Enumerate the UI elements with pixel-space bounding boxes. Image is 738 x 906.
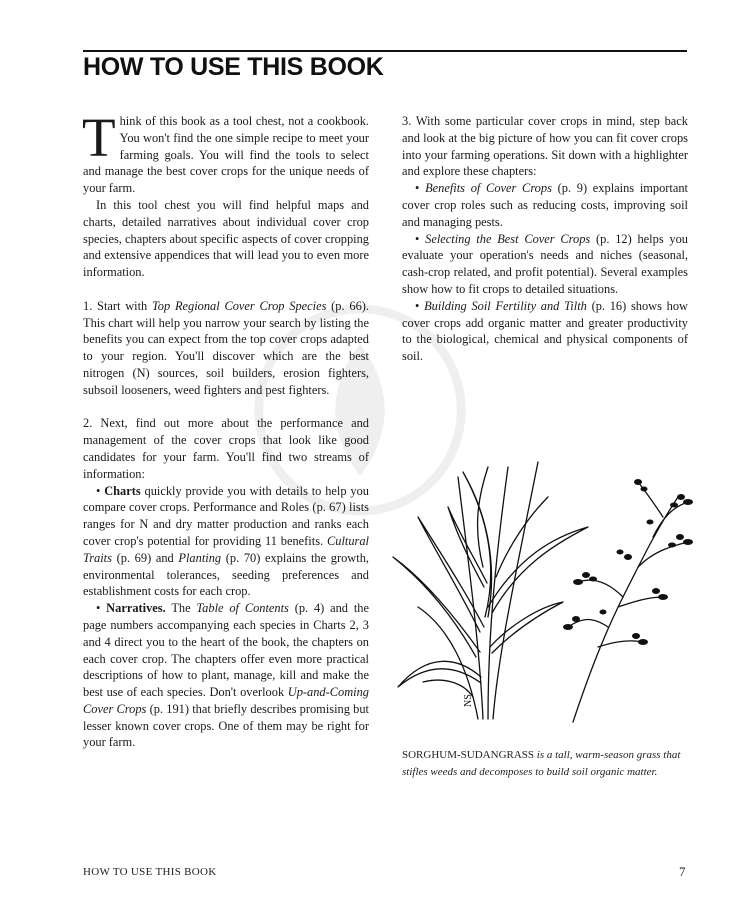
step-1 — [83, 298, 369, 399]
planting-title: Planting — [178, 550, 222, 565]
soil-fertility-title: Building Soil Fertility and Tilth — [424, 298, 587, 313]
left-column — [82, 107, 369, 751]
bullet: • — [415, 298, 425, 313]
caption-plant-name: SORGHUM-SUDANGRASS — [402, 749, 535, 761]
intro-text: hink of this book as a tool chest, not a cookbook. You won't find the one simple recipe to meet your farming goals. You will find the tools to select and manage the best cover crops for the unique needs of your farm. — [83, 114, 369, 196]
figure-caption — [402, 747, 692, 780]
title-rule — [83, 50, 687, 52]
page-number: 7 — [679, 864, 686, 879]
narratives-text-c: (p. 191) that briefly describes promising but lesser known cover crops. One of them may be right for your farm. — [83, 701, 369, 750]
selecting-bullet — [402, 231, 688, 298]
charts-text-c: (p. 70) explains the growth, environmental tolerances, seeding preferences and establishment costs for each crop. — [83, 550, 369, 599]
running-head: HOW TO USE THIS BOOK — [83, 866, 217, 878]
step-3: 3. With some particular cover crops in mind, step back and look at the big picture of how you can fit cover crops into your farming operations. Sit down with a highlighter and explore these chapters: — [402, 114, 688, 179]
table-of-contents-title: Table of Contents — [196, 601, 289, 616]
up-and-coming-title: Up-and-Coming Cover Crops — [83, 685, 369, 716]
cultural-traits-title: Cultural Traits — [83, 533, 369, 565]
sorghum-sudangrass-illustration — [388, 457, 718, 725]
page-title: HOW TO USE THIS BOOK — [83, 53, 384, 81]
step-1-text: (p. 66). This chart will help you narrow your search by listing the benefits you can expect from the top cover crops adapted to your region. You'll discover which are the best nitrogen (N) sources, soil builders, erosion fighters, subsoil looseners, weed fighters and pest fighters. — [83, 298, 369, 397]
bullet: • — [96, 601, 107, 616]
charts-label: Charts — [104, 483, 141, 498]
soil-fertility-text: (p. 16) shows how cover crops add organic matter and greater productivity to the biological, chemical and physical components of soil. — [402, 298, 688, 364]
selecting-title: Selecting the Best Cover Crops — [425, 231, 591, 246]
charts-text-a: quickly provide you with details to help you compare cover crops. Performance and Roles (p. 67) lists ranges for N and dry matter production and ranks each cover crop's potential for providing 11 benefits. — [83, 483, 369, 548]
drop-cap: T — [82, 107, 116, 168]
narratives-text-b: (p. 4) and the page numbers accompanying each species in Charts 2, 3 and 4 direct you to the heart of the book, the chapters on each cover crop. The chapters offer even more practical descriptions of how to plant, manage, kill and make the best use of each species. Don't overlook — [83, 601, 369, 700]
charts-text-b: (p. 69) and — [111, 550, 179, 565]
bullet: • — [96, 483, 105, 498]
step-1-lead: 1. Start with — [83, 298, 153, 313]
step-1-chart-title: Top Regional Cover Crop Species — [152, 298, 327, 313]
benefits-title: Benefits of Cover Crops — [425, 181, 552, 196]
caption-text: is a tall, warm-season grass that stifles weeds and decomposes to build soil organic matter. — [402, 749, 681, 778]
bullet: • — [415, 231, 426, 246]
intro-paragraph — [82, 107, 369, 197]
charts-bullet — [83, 483, 369, 601]
bullet: • — [415, 181, 426, 196]
benefits-text: (p. 9) explains important cover crop roles such as reducing costs, improving soil and managing pests. — [402, 181, 688, 229]
right-column — [402, 113, 688, 365]
narratives-text-a: The — [165, 601, 197, 616]
artist-initials: NS — [463, 694, 474, 707]
soil-fertility-bullet — [402, 298, 688, 365]
step-2: 2. Next, find out more about the performance and management of the cover crops that look like good candidates for your farm. You'll find two streams of information: — [83, 416, 369, 481]
selecting-text: (p. 12) helps you evaluate your operation's needs and niches (seasonal, cash-crop related, and profit potential). Several examples show how to fit crops to detailed situations. — [402, 231, 689, 296]
tool-chest-paragraph: In this tool chest you will find helpful maps and charts, detailed narratives about individual cover crop species, chapters about specific aspects of cover cropping and extensive appendices that will lead you to even more information. — [83, 197, 369, 280]
narratives-bullet — [83, 600, 369, 751]
narratives-label: Narratives. — [106, 601, 166, 616]
benefits-bullet — [402, 180, 688, 230]
